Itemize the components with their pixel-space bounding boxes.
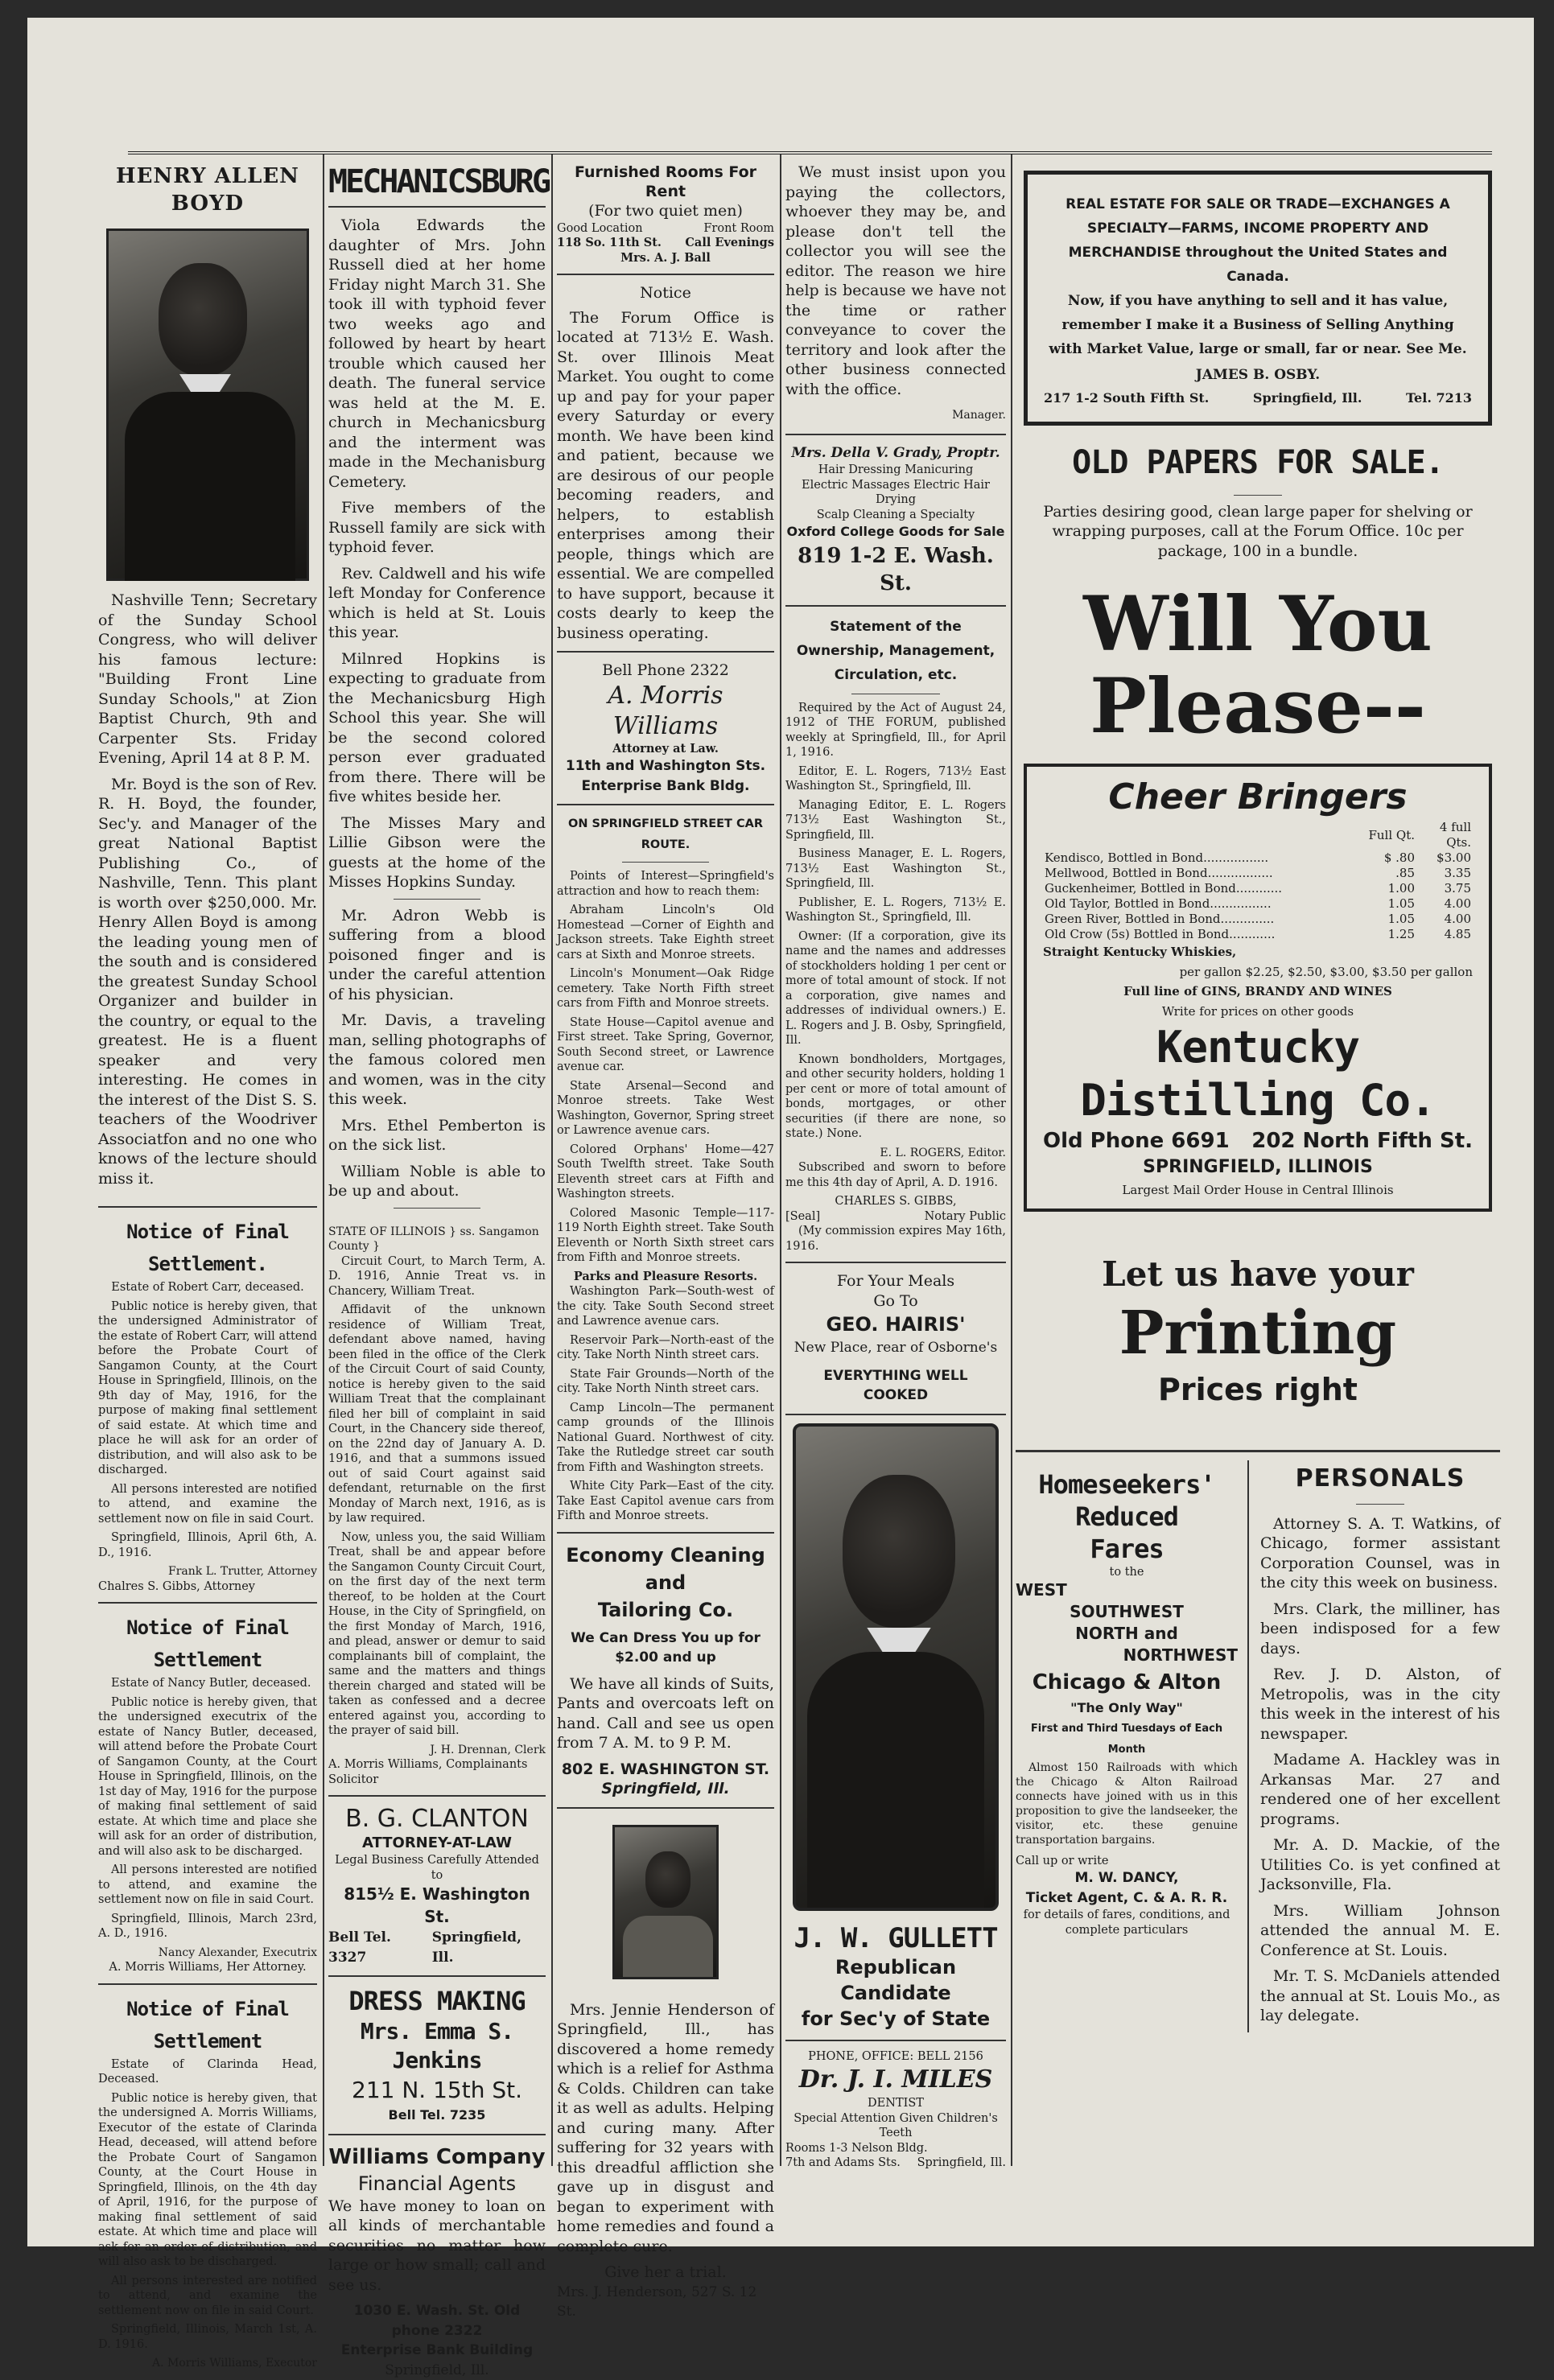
price-item-value: 1.25 [1360, 927, 1416, 942]
real-estate-line: REAL ESTATE FOR SALE OR TRADE—EXCHANGES A SPECIALTY—FARMS, INCOME PROPERTY AND MERCHANDISE throughout the United States and Canada. [1044, 192, 1472, 289]
hs-call: Call up or write [1016, 1854, 1238, 1869]
hs-destination: WEST [1016, 1579, 1238, 1601]
newspaper-page [27, 18, 1534, 2246]
please-headline: Please-- [1016, 665, 1500, 747]
top-double-rule [128, 151, 1492, 154]
hs-agent: M. W. DANCY, [1016, 1868, 1238, 1888]
williams-company-body: We have money to loan on all kinds of merchantable securities no matter how large or how small; call and see us. [328, 2197, 546, 2296]
amw-title: Attorney at Law. [557, 742, 774, 757]
price-item-value: $3.00 [1416, 850, 1473, 866]
legal-text: Now, unless you, the said William Treat, shall be and appear before the Sangamon County Circuit Court, on the first day of the next term thereof, to be holden at the Court House, in the City of Springfield, on the first Monday of March, 1916, and plead, answer or demur to said complainants bill of complaint, the same and the matters and things therein charged and stated will be taken as confessed and a decree entered against you, according to the prayer of said bill. [328, 1530, 546, 1739]
ownership-text: Subscribed and sworn to before me this 4th day of April, A. D. 1916. [785, 1160, 1006, 1190]
column-divider [551, 154, 553, 2166]
notice-signature: Chalres S. Gibbs, Attorney [98, 1579, 317, 1595]
ownership-seal: [Seal] [785, 1209, 820, 1225]
personal-item: Rev. J. D. Alston, of Metropolis, was in the city this week in the interest of his newspaper. [1260, 1665, 1500, 1744]
hs-title: Reduced [1016, 1501, 1238, 1533]
legal-text: Circuit Court, to March Term, A. D. 1916, Annie Treat vs. in Chancery, William Treat. [328, 1254, 546, 1299]
route-item: Abraham Lincoln's Old Homestead —Corner of Eighth and Jackson streets. Take Eighth street cars at Sixth and Monroe streets. [557, 903, 774, 962]
economy-address: 802 E. WASHINGTON ST. [557, 1760, 774, 1780]
news-item: Milnred Hopkins is expecting to graduate from the Mechanicsburg High School this year. She will be the second colored person ever graduated from there. There will be five whites beside her. [328, 649, 546, 807]
homeseekers-ad [1016, 1460, 1249, 2032]
fr-text: Good Location [557, 221, 643, 237]
ownership-text: (My commission expires May 16th, 1916. [785, 1224, 1006, 1254]
personal-item: Mr. A. D. Mackie, of the Utilities Co. is yet confined at Jacksonville, Fla. [1260, 1835, 1500, 1895]
fr-text: Front Room [703, 221, 774, 237]
amw-address: 11th and Washington Sts. [557, 756, 774, 776]
news-item: The Misses Mary and Lillie Gibson were the guests at the home of the Misses Hopkins Sunday. [328, 813, 546, 892]
ownership-title: Statement of the Ownership, Management, Circulation, etc. [785, 615, 1006, 687]
route-item: Lincoln's Monument—Oak Ridge cemetery. Take North Fifth street cars from Fifth and Monroe streets. [557, 966, 774, 1011]
notice-text: Public notice is hereby given, that the undersigned executrix of the estate of Nancy Butler, deceased, will attend before the Probate Court of Sangamon County, at the Court House in Springfield, Illinois, on the 1st day of May, 1916 for the purpose of making final settlement of said estate. At which time and place she will ask for an order of distribution, and will also ask to be discharged. [98, 1695, 317, 1859]
column-divider [780, 154, 781, 2166]
gullett-name: J. W. GULLETT [785, 1922, 1006, 1954]
price-item-value: 3.35 [1416, 866, 1473, 881]
notice-estate: Estate of Nancy Butler, deceased. [98, 1676, 317, 1691]
dressmaking-title: DRESS MAKING [328, 1985, 546, 2017]
dressmaking-address: 211 N. 15th St. [328, 2075, 546, 2106]
ownership-text: Editor, E. L. Rogers, 713½ East Washington St., Springfield, Ill. [785, 764, 1006, 794]
notice-signature: A. Morris Williams, Her Attorney. [98, 1960, 317, 1975]
column-4 [785, 163, 1006, 2174]
cheer-line: Full line of GINS, BRANDY AND WINES [1043, 982, 1473, 1002]
hs-destination: NORTH and [1016, 1623, 1238, 1645]
price-item-name: Mellwood, Bottled in Bond................. [1043, 866, 1360, 881]
grady-line: Electric Massages Electric Hair Drying [785, 478, 1006, 508]
price-item-name: Kendisco, Bottled in Bond................. [1043, 850, 1360, 866]
column-divider [323, 154, 324, 2166]
news-item: Rev. Caldwell and his wife left Monday for Conference which is held at St. Louis this year. [328, 564, 546, 643]
route-item: Colored Masonic Temple—117-119 North Eighth street. Take South Eleventh or North Sixth street cars from Fifth and Monroe streets. [557, 1206, 774, 1266]
gullett-line: for Sec'y of State [785, 2006, 1006, 2032]
personal-item: Mr. T. S. McDaniels attended the annual at St. Louis Mo., as lay delegate. [1260, 1966, 1500, 2026]
cheer-line: Straight Kentucky Whiskies, [1043, 942, 1473, 962]
grady-line: Hair Dressing Manicuring [785, 463, 1006, 478]
economy-line: $2.00 and up [557, 1648, 774, 1668]
price-row [1043, 927, 1473, 942]
price-item-name: Old Crow (5s) Bottled in Bond............ [1043, 927, 1360, 942]
mechanicsburg-title: MECHANICSBURG [328, 163, 546, 201]
hs-text: Almost 150 Railroads with which the Chicago & Alton Railroad connects have joined with us in this proposition to give the landseeker, the visitor, etc. these genuine transportation bargains. [1016, 1760, 1238, 1847]
miles-line: Special Attention Given Children's Teeth [785, 2111, 1006, 2141]
amw-name: A. Morris Williams [557, 681, 774, 742]
route-item: Washington Park—South-west of the city. Take South Second street and Lawrence avenue cars. [557, 1284, 774, 1329]
cheer-bringers-ad [1024, 764, 1492, 1212]
price-row [1043, 866, 1473, 881]
amw-phone: Bell Phone 2322 [557, 661, 774, 681]
hs-days: First and Third Tuesdays of Each Month [1016, 1719, 1238, 1760]
price-row [1043, 881, 1473, 896]
meals-line: For Your Meals [785, 1271, 1006, 1291]
amw-building: Enterprise Bank Bldg. [557, 776, 774, 797]
notice-text: Public notice is hereby given, that the undersigned Administrator of the estate of Robert Carr, will attend before the Probate Court of Sangamon County, at the Court House in Springfield, Illinois, on the 9th day of May, 1916, for the purpose of making final settlement of said estate. At which time and place he will ask for an order of distribution, and will also ask to be discharged. [98, 1299, 317, 1478]
notice-signature: Frank L. Trutter, Attorney [98, 1564, 317, 1579]
grady-address: 819 1-2 E. Wash. St. [785, 542, 1006, 597]
price-item-value: 4.00 [1416, 912, 1473, 927]
route-item: Points of Interest—Springfield's attraction and how to reach them: [557, 869, 774, 899]
notice-title: Notice of Final Settlement [98, 1993, 317, 2057]
notice-date: Springfield, Illinois, March 23rd, A. D., 1916. [98, 1912, 317, 1941]
price-item-value: 1.05 [1360, 912, 1416, 927]
notice-title: Notice of Final Settlement. [98, 1216, 317, 1280]
economy-body: We have all kinds of Suits, Pants and overcoats left on hand. Call and see us open from 7 A. M. to 9 P. M. [557, 1674, 774, 1753]
miles-name: Dr. J. I. MILES [785, 2064, 1006, 2096]
notice-estate: Estate of Clarinda Head, Deceased. [98, 2057, 317, 2087]
clanton-city: Springfield, Ill. [432, 1928, 546, 1967]
route-item: Colored Orphans' Home—427 South Twelfth street. Take South Eleventh street cars at Fifth and Washington streets. [557, 1143, 774, 1202]
notice-estate: Estate of Robert Carr, deceased. [98, 1280, 317, 1295]
ownership-text: Business Manager, E. L. Rogers, 713½ East Washington St., Springfield, Ill. [785, 846, 1006, 891]
hs-destination: NORTHWEST [1016, 1645, 1238, 1666]
hs-title: Fares [1016, 1533, 1238, 1565]
miles-phone: PHONE, OFFICE: BELL 2156 [785, 2049, 1006, 2065]
economy-city: Springfield, Ill. [557, 1779, 774, 1799]
notice-title: Notice of Final Settlement [98, 1612, 317, 1676]
column-2 [328, 163, 546, 2174]
economy-title: Tailoring Co. [557, 1596, 774, 1624]
news-item: Mrs. Ethel Pemberton is on the sick list. [328, 1116, 546, 1155]
economy-title: Economy Cleaning and [557, 1542, 774, 1596]
real-estate-city: Springfield, Ill. [1253, 389, 1362, 409]
economy-line: We Can Dress You up for [557, 1629, 774, 1649]
legal-signature: J. H. Drennan, Clerk [328, 1743, 546, 1758]
price-item-name: Green River, Bottled in Bond.............. [1043, 912, 1360, 927]
henderson-text: Mrs. Jennie Henderson of Springfield, Ill., has discovered a home remedy which is a relief for Asthma & Colds. Children can take it as well as adults. Helping and curing many. After suffering for 32 years with this dreadful affliction she gave up in disgust and began to experiment with home remedies and found a complete cure. [557, 2000, 774, 2257]
meals-line: New Place, rear of Osborne's [785, 1338, 1006, 1358]
kd-tag: Largest Mail Order House in Central Illinois [1043, 1180, 1473, 1200]
notice-signature: A. Morris Williams, Executor [98, 2356, 317, 2371]
price-row [1043, 912, 1473, 927]
notice-text: All persons interested are notified to attend, and examine the settlement now on file in said Court. [98, 1482, 317, 1527]
parks-title: Parks and Pleasure Resorts. [557, 1270, 774, 1285]
fr-text: Call Evenings [685, 236, 774, 251]
notice-date: Springfield, Illinois, March 1st, A. D. 1916. [98, 2322, 317, 2352]
route-item: White City Park—East of the city. Take East Capitol avenue cars from Fifth and Monroe streets. [557, 1479, 774, 1524]
real-estate-ad [1024, 171, 1492, 426]
printing-line: Let us have your [1016, 1252, 1500, 1297]
clanton-line: Legal Business Carefully Attended to [328, 1853, 546, 1883]
personal-item: Mrs. William Johnson attended the annual M. E. Conference at St. Louis. [1260, 1901, 1500, 1961]
meals-line: COOKED [785, 1386, 1006, 1406]
hs-title: Homeseekers' [1016, 1468, 1238, 1501]
personals-title: PERSONALS [1260, 1460, 1500, 1497]
henderson-text: Give her a trial. [557, 2263, 774, 2283]
meals-line: Go To [785, 1291, 1006, 1311]
dressmaking-name: Mrs. Emma S. Jenkins [328, 2017, 546, 2075]
printing-headline: Printing [1016, 1297, 1500, 1369]
notice-signature: Nancy Alexander, Executrix [98, 1946, 317, 1961]
price-item-value: .85 [1360, 866, 1416, 881]
ownership-signature: Notary Public [925, 1209, 1006, 1225]
price-item-value: 4.85 [1416, 927, 1473, 942]
williams-company-sub: Financial Agents [328, 2171, 546, 2197]
price-header: 4 full Qts. [1416, 820, 1473, 850]
hs-end: for details of fares, conditions, and complete particulars [1016, 1908, 1238, 1937]
legal-text: Affidavit of the unknown residence of William Treat, defendant above named, having been filed in the office of the Clerk of the Circuit Court of said County, notice is hereby given to the said William Treat that the complainant filed her bill of complaint in said Court, in the Chancery side thereof, on the 22nd day of January A. D. 1916, and that a summons issued out of said Court against said defendant, returnable on the first Monday of March next, 1916, as is by law required. [328, 1303, 546, 1526]
price-item-value: 1.00 [1360, 881, 1416, 896]
meals-name: GEO. HAIRIS' [785, 1311, 1006, 1338]
kd-city: SPRINGFIELD, ILLINOIS [1043, 1155, 1473, 1180]
personal-item: Mrs. Clark, the milliner, has been indisposed for a few days. [1260, 1600, 1500, 1659]
personal-item: Attorney S. A. T. Watkins, of Chicago, former assistant Corporation Counsel, was in the city this week on business. [1260, 1514, 1500, 1593]
kd-address: 202 North Fifth St. [1251, 1127, 1473, 1155]
ownership-text: Owner: (If a corporation, give its name and the names and addresses of stockholders holding 1 per cent or more of total amount of stock. If not a corporation, give names and addresses of individual owners.) E. L. Rogers and J. B. Osby, Springfield, Ill. [785, 929, 1006, 1048]
kd-phone: Old Phone 6691 [1043, 1127, 1230, 1155]
legal-heading: STATE OF ILLINOIS } ss. Sangamon County } [328, 1225, 546, 1254]
clanton-address: 815½ E. Washington St. [328, 1883, 546, 1928]
route-item: State Arsenal—Second and Monroe streets. Take West Washington, Governor, Spring street or Lawrence avenue cars. [557, 1079, 774, 1139]
grady-line: Scalp Cleaning a Specialty [785, 508, 1006, 523]
price-item-name: Old Taylor, Bottled in Bond................ [1043, 896, 1360, 912]
boyd-title: HENRY ALLEN BOYD [98, 163, 317, 217]
column-3 [557, 163, 774, 2174]
ownership-text: Required by the Act of August 24, 1912 of THE FORUM, published weekly at Springfield, Ill., for April 1, 1916. [785, 701, 1006, 760]
news-item: Five members of the Russell family are sick with typhoid fever. [328, 498, 546, 558]
notice-text: All persons interested are notified to attend, and examine the settlement now on file in said Court. [98, 2274, 317, 2319]
furnished-rooms-sub: (For two quiet men) [557, 201, 774, 221]
ownership-text: Publisher, E. L. Rogers, 713½ E. Washington St., Springfield, Ill. [785, 896, 1006, 925]
meals-line: EVERYTHING WELL [785, 1366, 1006, 1386]
grady-line: Oxford College Goods for Sale [785, 522, 1006, 542]
will-you-headline: Will You [1016, 583, 1500, 665]
fr-text: Mrs. A. J. Ball [557, 251, 774, 266]
real-estate-name: JAMES B. OSBY. [1044, 361, 1472, 389]
miles-line: Rooms 1-3 Nelson Bldg. [785, 2141, 1006, 2156]
price-header: Full Qt. [1360, 820, 1416, 850]
williams-company-building: Enterprise Bank Building [328, 2341, 546, 2361]
route-item: Reservoir Park—North-east of the city. Take North Ninth street cars. [557, 1333, 774, 1363]
williams-company-title: Williams Company [328, 2143, 546, 2171]
cheer-line: Write for prices on other goods [1043, 1002, 1473, 1022]
notice-body: The Forum Office is located at 713½ E. Wash. St. over Illinois Meat Market. You ought to come up and pay for your paper every Saturday or every month. We have been kind and patient, because we are desirous of our people becoming readers, and helpers, to establish enterprises among their people, things which are essential. We are compelled to have support, because it costs dearly to keep the business operating. [557, 308, 774, 644]
price-row [1043, 850, 1473, 866]
clanton-name: B. G. CLANTON [328, 1805, 546, 1834]
dressmaking-tel: Bell Tel. 7235 [328, 2106, 546, 2126]
miles-title: DENTIST [785, 2096, 1006, 2111]
news-item: Viola Edwards the daughter of Mrs. John Russell died at her home Friday night March 31. She took ill with typhoid fever two weeks ago and followed by heart by heart trouble which caused her death. The funeral service was held at the M. E. church in Mechanicsburg and the interment was made in the Mechanisburg Cemetery. [328, 216, 546, 492]
henderson-address: Mrs. J. Henderson, 527 S. 12 St. [557, 2283, 774, 2322]
price-row [1043, 896, 1473, 912]
boyd-portrait-image [106, 229, 309, 581]
real-estate-tel: Tel. 7213 [1406, 389, 1472, 409]
williams-company-address: 1030 E. Wash. St. Old phone 2322 [328, 2301, 546, 2341]
notice-text: All persons interested are notified to attend, and examine the settlement now on file in said Court. [98, 1863, 317, 1908]
route-item: State Fair Grounds—North of the city. Take North Ninth street cars. [557, 1367, 774, 1397]
price-item-name: Guckenheimer, Bottled in Bond............ [1043, 881, 1360, 896]
miles-city: Springfield, Ill. [917, 2156, 1006, 2171]
ownership-signature: CHARLES S. GIBBS, [785, 1194, 1006, 1209]
printing-line: Prices right [1016, 1369, 1500, 1410]
henderson-portrait-image [612, 1825, 719, 1979]
gullett-portrait-image [793, 1423, 999, 1911]
collector-signature: Manager. [785, 406, 1006, 426]
ownership-signature: E. L. ROGERS, Editor. [785, 1146, 1006, 1161]
route-item: Camp Lincoln—The permanent camp grounds of the Illinois National Guard. Northwest of city. Take the Rutledge street car south from Fifth and Washington streets. [557, 1401, 774, 1476]
news-item: Mr. Adron Webb is suffering from a blood poisoned finger and is under the careful attention of his physician. [328, 906, 546, 1005]
fr-text: 118 So. 11th St. [557, 236, 662, 251]
boyd-paragraph: Nashville Tenn; Secretary of the Sunday School Congress, who will deliver his famous lecture: "Building Front Line Sunday Schools," at Zion Baptist Church, 9th and Carpenter Sts. Friday Evening, April 14 at 8 P. M. [98, 591, 317, 768]
hs-agent: Ticket Agent, C. & A. R. R. [1016, 1888, 1238, 1909]
gullett-line: Republican Candidate [785, 1954, 1006, 2006]
personals-section [1249, 1460, 1500, 2032]
miles-line: 7th and Adams Sts. [785, 2156, 901, 2171]
real-estate-address: 217 1-2 South Fifth St. [1044, 389, 1209, 409]
clanton-tel: Bell Tel. 3327 [328, 1928, 432, 1967]
legal-signature: A. Morris Williams, Complainants Solicitor [328, 1757, 546, 1787]
old-papers-text: Parties desiring good, clean large paper for shelving or wrapping purposes, call at the Forum Office. 10c per package, 100 in a bundle. [1016, 502, 1500, 562]
collector-notice: We must insist upon you paying the collectors, whoever they may be, and please don't tell the collector you will see the editor. The reason we hire help is because we have not the time or rather conveyance to cover the territory and look after the other business connected with the office. [785, 163, 1006, 399]
cheer-line: per gallon $2.25, $2.50, $3.00, $3.50 per gallon [1043, 962, 1473, 982]
notice-date: Springfield, Illinois, April 6th, A. D., 1916. [98, 1530, 317, 1560]
news-item: Mr. Davis, a traveling man, selling photographs of the famous colored men and women, was in the city this week. [328, 1011, 546, 1110]
williams-company-city: Springfield, Ill. [328, 2361, 546, 2380]
ownership-text: Managing Editor, E. L. Rogers 713½ East Washington St., Springfield, Ill. [785, 798, 1006, 843]
notice-text: Public notice is hereby given, that the undersigned A. Morris Williams, Executor of the estate of Clarinda Head, deceased, will attend before the Probate Court of Sangamon County, at the Court House in Springfield, Illinois, on the 4th day of April, 1916, for the purpose of making final settlement of said estate. At which time and place will ask for an order of distribution, and will also ask to be discharged. [98, 2091, 317, 2270]
cheer-title: Cheer Bringers [1043, 775, 1473, 820]
old-papers-title: OLD PAPERS FOR SALE. [1016, 437, 1500, 488]
personal-item: Madame A. Hackley was in Arkansas Mar. 27 and rendered one of her excellent programs. [1260, 1750, 1500, 1829]
hs-to: to the [1016, 1565, 1238, 1580]
hs-railroad: Chicago & Alton [1016, 1666, 1238, 1699]
kentucky-distilling-name: Kentucky Distilling Co. [1043, 1021, 1473, 1127]
grady-name: Mrs. Della V. Grady, Proptr. [785, 443, 1006, 463]
ownership-text: Known bondholders, Mortgages, and other security holders, holding 1 per cent or more of total amount of bonds, mortgages, or other securities (if there are none, so state.) None. [785, 1052, 1006, 1142]
price-item-value: 1.05 [1360, 896, 1416, 912]
hs-only-way: "The Only Way" [1016, 1699, 1238, 1719]
price-item-value: 3.75 [1416, 881, 1473, 896]
price-item-value: $ .80 [1360, 850, 1416, 866]
column-divider [1011, 154, 1012, 2166]
route-item: State House—Capitol avenue and First street. Take Spring, Governor, South Second street, or Lawrence avenue car. [557, 1015, 774, 1075]
route-title: ON SPRINGFIELD STREET CAR ROUTE. [557, 813, 774, 855]
news-item: William Noble is able to be up and about. [328, 1162, 546, 1201]
price-table [1043, 820, 1473, 942]
notice-heading: Notice [557, 283, 774, 303]
column-5 [1016, 163, 1500, 2190]
clanton-title: ATTORNEY-AT-LAW [328, 1834, 546, 1853]
boyd-paragraph: Mr. Boyd is the son of Rev. R. H. Boyd, the founder, Sec'y. and Manager of the great National Baptist Publishing Co., of Nashville, Tenn. This plant is worth over $250,000. Mr. Henry Allen Boyd is among the leading young men of the south and is considered the greatest Sunday School Organizer and builder in the country, or equal to the greatest. He is a fluent speaker and very interesting. He comes in the interest of the Dist S. S. teachers of the Woodriver Associatfon and no one who knows of the lecture should miss it. [98, 775, 317, 1189]
real-estate-line: Now, if you have anything to sell and it has value, remember I make it a Business of Selling Anything with Market Value, large or small, far or near. See Me. [1044, 289, 1472, 361]
price-item-value: 4.00 [1416, 896, 1473, 912]
column-1 [98, 163, 317, 2174]
hs-destination: SOUTHWEST [1016, 1601, 1238, 1623]
furnished-rooms-title: Furnished Rooms For Rent [557, 163, 774, 201]
